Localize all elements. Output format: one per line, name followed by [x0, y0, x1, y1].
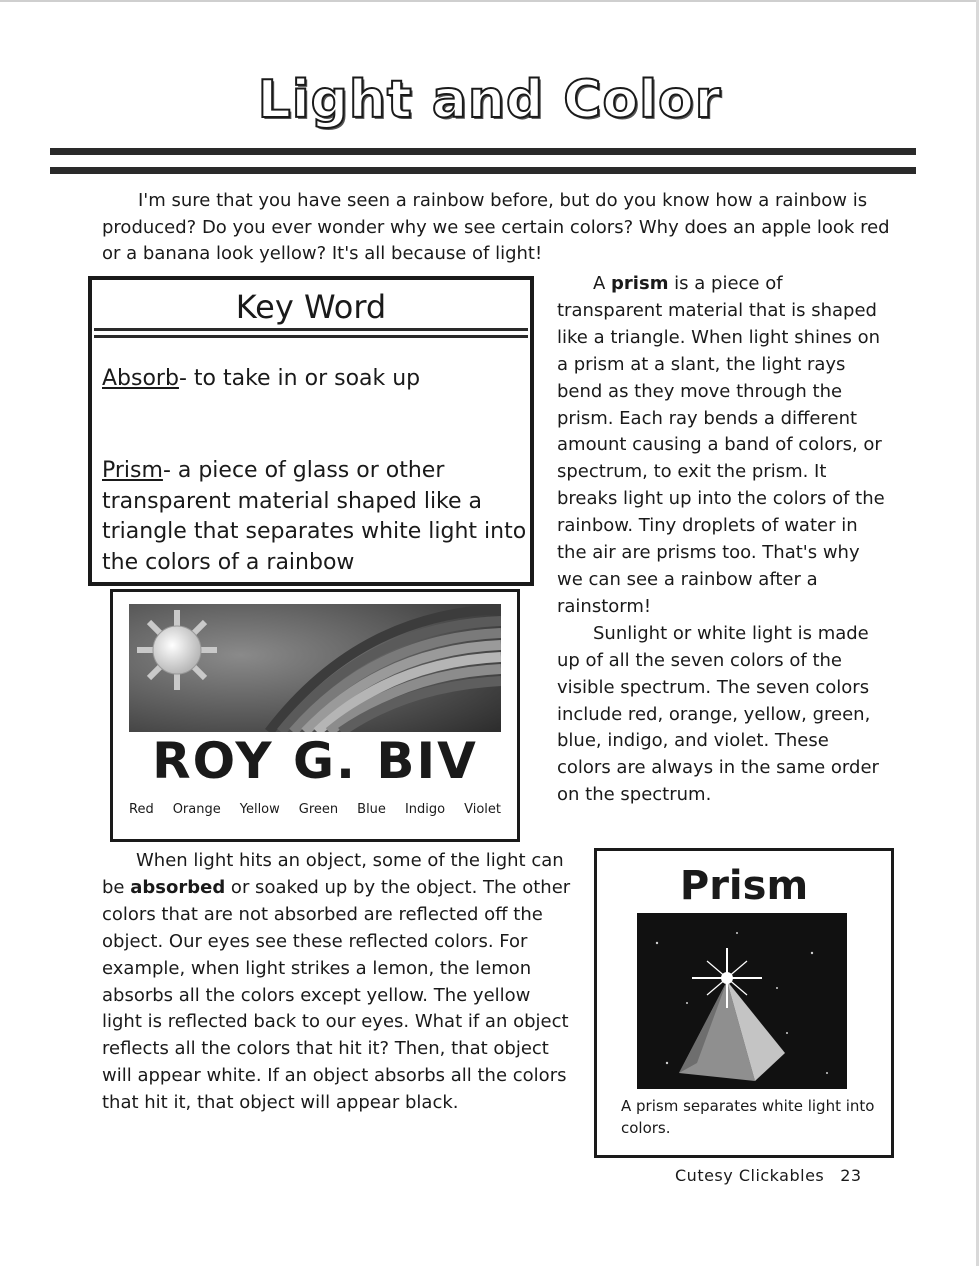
- key-word-box: [88, 276, 534, 586]
- prism-caption: A prism separates white light into colors.: [621, 1097, 875, 1137]
- color-label: Blue: [357, 802, 386, 817]
- prism-box: [594, 848, 894, 1158]
- key-word-rule: [94, 328, 528, 331]
- scan-edge: [0, 0, 979, 2]
- roy-g-biv-heading: ROY G. BIV: [152, 732, 478, 790]
- bold-term-absorbed: absorbed: [130, 876, 226, 898]
- color-label: Indigo: [404, 802, 446, 817]
- key-word-rule: [94, 335, 528, 338]
- absorption-paragraph: [102, 848, 572, 1117]
- color-label: Violet: [464, 802, 501, 817]
- roy-g-biv-box: [110, 589, 520, 842]
- definition-text: - to take in or soak up: [178, 366, 421, 391]
- text-span: A: [593, 273, 612, 294]
- page-footer: [675, 1166, 862, 1185]
- title-rule-top: [50, 148, 916, 155]
- term-absorb: Absorb: [102, 366, 179, 391]
- title-rule-bottom: [50, 167, 916, 174]
- definition-prism: [102, 456, 527, 578]
- bold-term-prism: prism: [611, 273, 669, 294]
- color-label: Yellow: [239, 802, 280, 817]
- text-span: or soaked up by the object. The other colors that are not absorbed are reflected off the object. Our eyes see these reflected colors. For example, when light strikes a lemon, the lemon absorbs all the colors except yellow. The yellow light is reflected back to our eyes. What if an object reflects all the colors that hit it? Then, that object will appear white. If an object absorbs all the colors that hit it, that object will appear black.: [102, 876, 571, 1114]
- rainbow-sun-image: [129, 604, 501, 732]
- color-label: Green: [298, 802, 339, 817]
- definition-absorb: [102, 364, 422, 395]
- color-label: Orange: [172, 802, 221, 817]
- prism-image: [637, 913, 847, 1089]
- text-span: When light hits an object, some of the light can be: [102, 850, 564, 898]
- page-title: Light and Color: [257, 70, 722, 130]
- spectrum-color-list: [129, 802, 501, 817]
- sun-icon: [137, 610, 217, 690]
- key-word-title: Key Word: [235, 288, 387, 326]
- footer-brand: Cutesy Clickables: [675, 1166, 825, 1185]
- definition-text: - a piece of glass or other transparent material shaped like a triangle that separates white light into the colors of a rainbow: [102, 458, 527, 575]
- prism-paragraph: [557, 271, 887, 621]
- text-span: is a piece of transparent material that is shaped like a triangle. When light shines on a prism at a slant, the light rays bend as they move through the prism. Each ray bends a different amount causing a band of colors, or spectrum, to exit the prism. It breaks light up into the colors of the rainbow. Tiny droplets of water in the air are prisms too. That's why we can see a rainbow after a rainstorm!: [557, 273, 885, 617]
- page-number: 23: [840, 1166, 862, 1185]
- color-label: Red: [129, 802, 154, 817]
- term-prism: Prism: [102, 458, 163, 483]
- right-column-text: [557, 271, 887, 809]
- intro-paragraph: I'm sure that you have seen a rainbow before, but do you know how a rainbow is produced? Do you ever wonder why we see certain colors? Why does an apple look red or a banana look yellow? It's all because of light!: [102, 190, 890, 265]
- prism-heading: Prism: [679, 863, 809, 909]
- sunlight-paragraph: Sunlight or white light is made up of all the seven colors of the visible spectrum. The seven colors include red, orange, yellow, green, blue, indigo, and violet. These colors are always in the same order on the spectrum.: [557, 622, 879, 806]
